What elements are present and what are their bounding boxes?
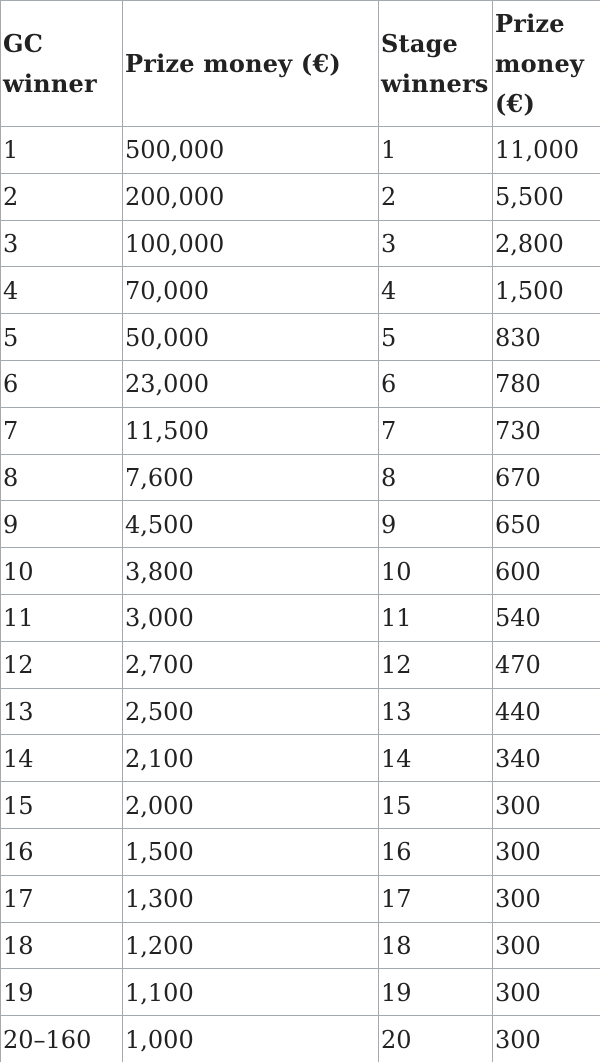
gc-rank-cell: 6 <box>1 360 123 407</box>
gc-rank-cell: 16 <box>1 828 123 875</box>
table-row <box>1 1016 600 1062</box>
gc-rank-cell: 1 <box>1 127 123 174</box>
gc-prize-cell: 1,200 <box>123 922 379 969</box>
header-gc-winner: GC winner <box>1 1 123 127</box>
stage-prize-cell: 440 <box>493 688 600 735</box>
stage-prize-cell: 470 <box>493 641 600 688</box>
table-row <box>1 454 600 501</box>
stage-prize-cell: 830 <box>493 314 600 361</box>
gc-rank-cell: 17 <box>1 875 123 922</box>
table-row <box>1 548 600 595</box>
table-row <box>1 688 600 735</box>
table-row <box>1 314 600 361</box>
stage-rank-cell: 4 <box>379 267 493 314</box>
table-row <box>1 173 600 220</box>
stage-prize-cell: 300 <box>493 922 600 969</box>
header-row <box>1 1 600 127</box>
stage-rank-cell: 3 <box>379 220 493 267</box>
header-stage-prize-money: Prize money (€) <box>493 1 600 127</box>
gc-rank-cell: 11 <box>1 594 123 641</box>
gc-rank-cell: 5 <box>1 314 123 361</box>
gc-prize-cell: 2,000 <box>123 782 379 829</box>
gc-rank-cell: 12 <box>1 641 123 688</box>
stage-rank-cell: 20 <box>379 1016 493 1062</box>
table-header <box>1 1 600 127</box>
stage-prize-cell: 600 <box>493 548 600 595</box>
table-row <box>1 360 600 407</box>
gc-prize-cell: 100,000 <box>123 220 379 267</box>
gc-rank-cell: 10 <box>1 548 123 595</box>
stage-prize-cell: 670 <box>493 454 600 501</box>
gc-rank-cell: 4 <box>1 267 123 314</box>
stage-rank-cell: 18 <box>379 922 493 969</box>
gc-prize-cell: 1,000 <box>123 1016 379 1062</box>
stage-prize-cell: 5,500 <box>493 173 600 220</box>
header-gc-prize-money: Prize money (€) <box>123 1 379 127</box>
table-row <box>1 127 600 174</box>
table-row <box>1 641 600 688</box>
table-row <box>1 220 600 267</box>
table-row <box>1 501 600 548</box>
gc-rank-cell: 3 <box>1 220 123 267</box>
stage-prize-cell: 730 <box>493 407 600 454</box>
gc-prize-cell: 200,000 <box>123 173 379 220</box>
stage-rank-cell: 6 <box>379 360 493 407</box>
header-stage-winners: Stage winners <box>379 1 493 127</box>
table-row <box>1 922 600 969</box>
stage-prize-cell: 2,800 <box>493 220 600 267</box>
table-row <box>1 735 600 782</box>
table-row <box>1 594 600 641</box>
stage-prize-cell: 300 <box>493 1016 600 1062</box>
gc-prize-cell: 7,600 <box>123 454 379 501</box>
stage-prize-cell: 650 <box>493 501 600 548</box>
stage-prize-cell: 300 <box>493 875 600 922</box>
gc-rank-cell: 19 <box>1 969 123 1016</box>
gc-prize-cell: 70,000 <box>123 267 379 314</box>
gc-prize-cell: 1,100 <box>123 969 379 1016</box>
gc-prize-cell: 500,000 <box>123 127 379 174</box>
gc-rank-cell: 15 <box>1 782 123 829</box>
stage-prize-cell: 300 <box>493 782 600 829</box>
stage-prize-cell: 340 <box>493 735 600 782</box>
stage-prize-cell: 300 <box>493 828 600 875</box>
stage-rank-cell: 8 <box>379 454 493 501</box>
table-row <box>1 267 600 314</box>
stage-rank-cell: 11 <box>379 594 493 641</box>
stage-rank-cell: 1 <box>379 127 493 174</box>
gc-prize-cell: 23,000 <box>123 360 379 407</box>
stage-rank-cell: 13 <box>379 688 493 735</box>
table-row <box>1 407 600 454</box>
stage-prize-cell: 1,500 <box>493 267 600 314</box>
gc-prize-cell: 2,500 <box>123 688 379 735</box>
gc-rank-cell: 14 <box>1 735 123 782</box>
stage-rank-cell: 17 <box>379 875 493 922</box>
stage-rank-cell: 16 <box>379 828 493 875</box>
gc-prize-cell: 50,000 <box>123 314 379 361</box>
gc-prize-cell: 11,500 <box>123 407 379 454</box>
stage-rank-cell: 5 <box>379 314 493 361</box>
stage-rank-cell: 15 <box>379 782 493 829</box>
stage-rank-cell: 12 <box>379 641 493 688</box>
stage-rank-cell: 2 <box>379 173 493 220</box>
gc-rank-cell: 20–160 <box>1 1016 123 1062</box>
gc-prize-cell: 2,700 <box>123 641 379 688</box>
gc-prize-cell: 3,800 <box>123 548 379 595</box>
gc-rank-cell: 7 <box>1 407 123 454</box>
stage-rank-cell: 14 <box>379 735 493 782</box>
stage-prize-cell: 780 <box>493 360 600 407</box>
table-row <box>1 875 600 922</box>
gc-rank-cell: 8 <box>1 454 123 501</box>
gc-rank-cell: 2 <box>1 173 123 220</box>
stage-rank-cell: 7 <box>379 407 493 454</box>
stage-prize-cell: 300 <box>493 969 600 1016</box>
table-row <box>1 782 600 829</box>
gc-prize-cell: 3,000 <box>123 594 379 641</box>
table-body <box>1 127 600 1062</box>
table-row <box>1 828 600 875</box>
stage-rank-cell: 19 <box>379 969 493 1016</box>
gc-prize-cell: 1,500 <box>123 828 379 875</box>
stage-prize-cell: 11,000 <box>493 127 600 174</box>
gc-rank-cell: 18 <box>1 922 123 969</box>
stage-rank-cell: 9 <box>379 501 493 548</box>
stage-prize-cell: 540 <box>493 594 600 641</box>
gc-prize-cell: 2,100 <box>123 735 379 782</box>
gc-prize-cell: 4,500 <box>123 501 379 548</box>
stage-rank-cell: 10 <box>379 548 493 595</box>
gc-rank-cell: 9 <box>1 501 123 548</box>
gc-rank-cell: 13 <box>1 688 123 735</box>
gc-prize-cell: 1,300 <box>123 875 379 922</box>
table-row <box>1 969 600 1016</box>
